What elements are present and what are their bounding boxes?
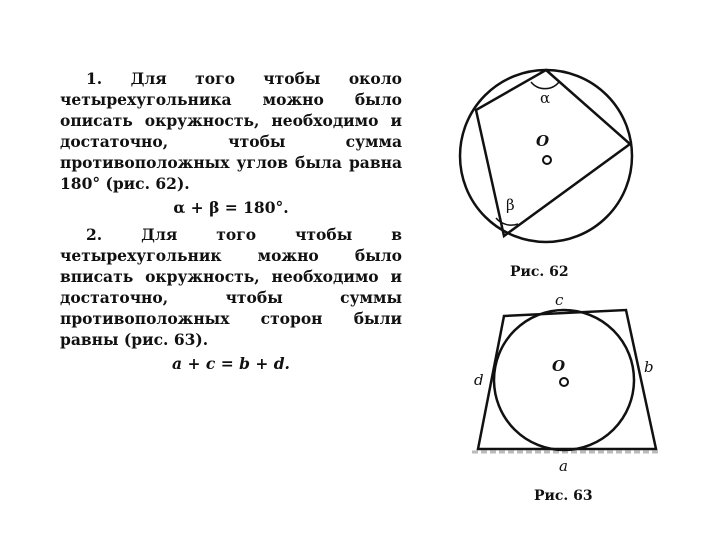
figure-63-caption: Рис. 63: [534, 488, 593, 504]
figure-62: [440, 60, 660, 260]
paragraph-1-text: Для того чтобы около четырехугольника можно было описать окружность, необходимо и достаточно, чтобы сумма противоположных углов была равна 180° (рис. 62).: [60, 69, 402, 193]
paragraph-2: [60, 224, 402, 350]
beta-label: β: [506, 196, 515, 214]
alpha-label: α: [540, 89, 551, 107]
figure-63: [460, 290, 680, 480]
angle-alpha-arc: [531, 82, 559, 89]
formula-sides: a + c = b + d.: [172, 354, 290, 373]
paragraph-1-number: 1.: [86, 69, 103, 88]
side-a-label: a: [559, 457, 568, 475]
paragraph-2-number: 2.: [86, 225, 103, 244]
side-d-label: d: [474, 371, 484, 389]
center-point: [543, 156, 551, 164]
paragraph-2-text: Для того чтобы в четырехугольник можно было вписать окружность, необходимо и достаточно, чтобы суммы противоположных сторон были равны (рис. 63).: [60, 225, 402, 349]
center-label: O: [552, 357, 566, 375]
paragraph-1: [60, 68, 402, 194]
side-b-label: b: [644, 358, 654, 376]
formula-angles: α + β = 180°.: [173, 198, 289, 217]
text-block: [60, 68, 402, 380]
center-label: O: [536, 132, 550, 150]
side-c-label: c: [555, 291, 564, 309]
figure-62-caption: Рис. 62: [510, 264, 569, 280]
center-point: [560, 378, 568, 386]
